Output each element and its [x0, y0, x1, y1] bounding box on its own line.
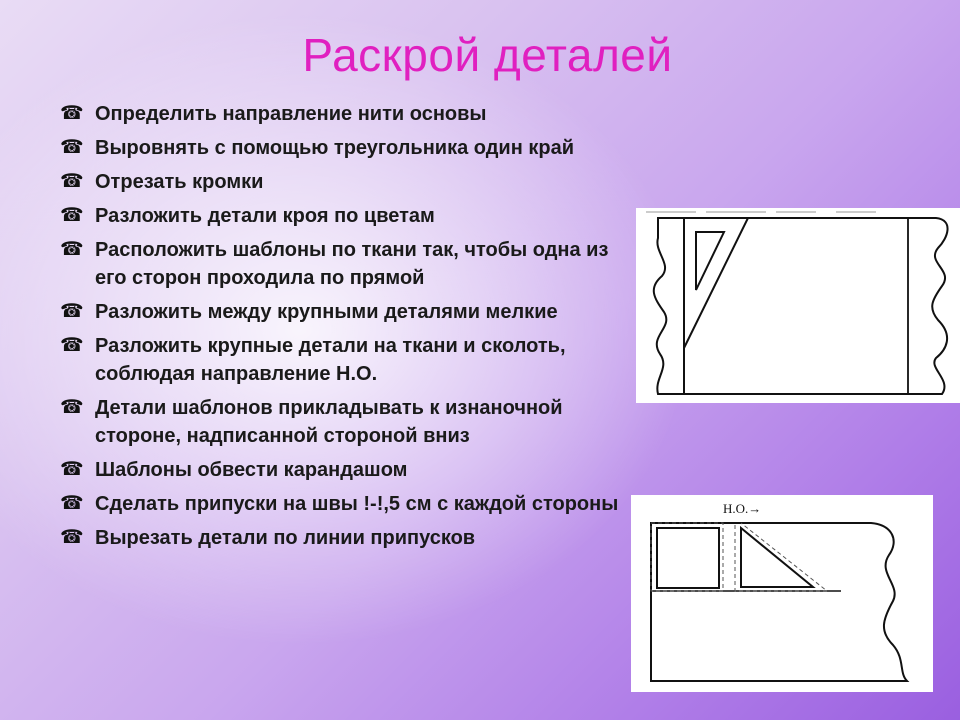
grain-direction-label: Н.О.→: [723, 501, 762, 516]
telephone-icon: ☎: [60, 493, 84, 514]
templates-layout-drawing: [631, 495, 933, 692]
list-item: [60, 168, 640, 196]
fabric-triangle-drawing: [636, 208, 960, 403]
telephone-icon: ☎: [60, 239, 84, 260]
list-item-text: Шаблоны обвести карандашом: [95, 459, 408, 481]
fabric-triangle-diagram: [636, 208, 960, 403]
list-item-text: Сделать припуски на швы !-!,5 см с каждой стороны: [95, 493, 619, 515]
telephone-icon: ☎: [60, 137, 84, 158]
triangle-ruler-inner: [696, 232, 724, 290]
list-item-text: Разложить крупные детали на ткани и сколоть, соблюдая направление Н.О.: [95, 335, 566, 385]
list-item: [60, 456, 640, 484]
list-item: [60, 236, 640, 292]
list-item: [60, 134, 640, 162]
list-item: [60, 202, 640, 230]
square-allowance: [651, 523, 723, 591]
list-item: [60, 524, 640, 552]
triangle-template: [741, 528, 813, 587]
square-template: [657, 528, 719, 588]
telephone-icon: ☎: [60, 397, 84, 418]
telephone-icon: ☎: [60, 335, 84, 356]
list-item-text: Вырезать детали по линии припусков: [95, 527, 476, 549]
list-item: [60, 100, 640, 128]
list-item-text: Детали шаблонов прикладывать к изнаночной стороне, надписанной стороной вниз: [95, 397, 563, 447]
triangle-ruler: [684, 218, 748, 348]
fabric-outline: [651, 523, 907, 681]
bullet-list: [60, 100, 640, 558]
list-item: [60, 332, 640, 388]
list-item: [60, 298, 640, 326]
list-item-text: Расположить шаблоны по ткани так, чтобы одна из его сторон проходила по прямой: [95, 239, 609, 289]
list-item: [60, 394, 640, 450]
telephone-icon: ☎: [60, 459, 84, 480]
telephone-icon: ☎: [60, 527, 84, 548]
list-item-text: Отрезать кромки: [95, 171, 264, 193]
list-item-text: Разложить детали кроя по цветам: [95, 205, 435, 227]
slide-title: Раскрой деталей: [302, 29, 673, 81]
list-item: [60, 490, 640, 518]
telephone-icon: ☎: [60, 103, 84, 124]
list-item-text: Выровнять с помощью треугольника один край: [95, 137, 574, 159]
list-item-text: Разложить между крупными деталями мелкие: [95, 301, 558, 323]
templates-layout-diagram: [631, 495, 933, 692]
telephone-icon: ☎: [60, 301, 84, 322]
list-item-text: Определить направление нити основы: [95, 103, 487, 125]
fabric-outline: [654, 218, 948, 394]
telephone-icon: ☎: [60, 171, 84, 192]
telephone-icon: ☎: [60, 205, 84, 226]
